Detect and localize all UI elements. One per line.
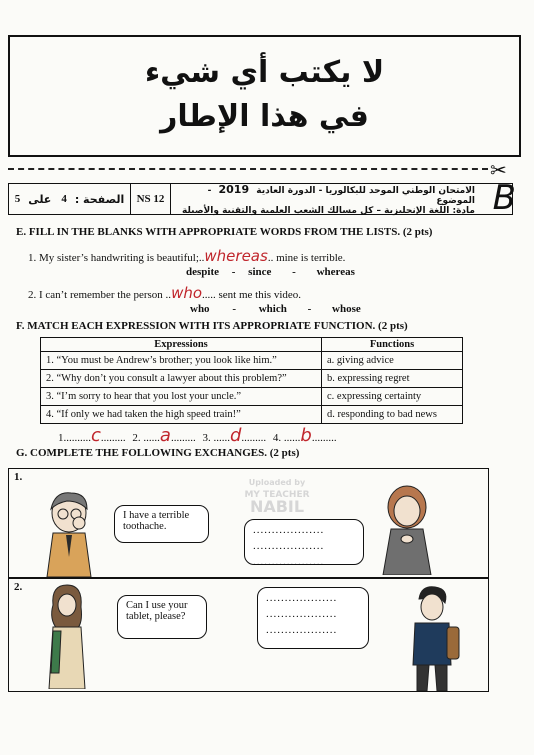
exchange-2-reply-bubble [257, 587, 369, 649]
q1-option-3: whereas [316, 266, 355, 278]
of-word: على [28, 192, 52, 206]
expression-cell: 2. “Why don’t you consult a lawyer about this problem?” [41, 370, 322, 388]
section-e-q1 [28, 247, 345, 265]
woman-listening-figure [377, 479, 437, 575]
option-dash: - [292, 266, 296, 278]
q1-options [186, 266, 355, 278]
exam-title-line2: مادة: اللغة الإنجليزية – كل مسالك الشعب العلمية والتقنية والأصيلة [182, 205, 475, 216]
answer-4: 4. ......b......... [272, 425, 337, 446]
q2-text-after: ..... sent me this video. [202, 289, 302, 301]
page-label: الصفحة : [74, 192, 125, 206]
watermark [237, 477, 317, 516]
woman-with-tablet-figure [41, 583, 91, 689]
expression-cell: 4. “If only we had taken the high speed train!” [41, 406, 322, 424]
answer-1-letter: c [91, 425, 101, 446]
cut-line [8, 168, 488, 170]
scissors-icon: ✂ [490, 158, 507, 182]
section-f-title: F. MATCH EACH EXPRESSION WITH ITS APPROPRIATE FUNCTION. (2 pts) [16, 320, 408, 332]
q2-option-1: who [190, 303, 210, 315]
exchange-2-speech-text: Can I use your tablet, please? [126, 600, 188, 622]
table-row [41, 352, 463, 370]
exam-title [171, 184, 481, 214]
exam-title-part-a: الامتحان الوطني الموحد للبكالوريا - الدورة العادية [256, 185, 475, 196]
answer-3-letter: d [229, 425, 242, 446]
reply-dotted-line: ................... [266, 624, 338, 636]
option-dash: - [231, 266, 236, 278]
expression-cell: 3. “I’m sorry to hear that you lost your uncle.” [41, 388, 322, 406]
q1-handwritten-answer: whereas [204, 247, 268, 265]
option-dash: - [307, 303, 312, 315]
function-cell: a. giving advice [322, 352, 463, 370]
q2-number: 2. [28, 289, 37, 301]
col-functions: Functions [322, 338, 463, 352]
exchange-1-speech-text: I have a terrible toothache. [123, 510, 190, 532]
exam-year: 2019 [218, 182, 250, 196]
no-write-frame [8, 35, 521, 157]
answer-2-letter: a [159, 425, 171, 446]
q1-number: 1. [28, 252, 37, 264]
exchange-1-panel [8, 468, 489, 578]
matching-answers [58, 425, 478, 446]
option-dash: - [232, 303, 236, 315]
col-expressions: Expressions [41, 338, 322, 352]
matching-table [40, 337, 463, 424]
reply-dotted-line: ................... [253, 556, 325, 568]
exam-title-part-b: - الموضوع [207, 185, 475, 206]
man-with-backpack-figure [401, 585, 463, 691]
answer-3-number: 3. [202, 432, 211, 444]
exchange-2-panel [8, 578, 489, 692]
exchange-1-reply-bubble [244, 519, 364, 568]
reply-dotted-line: ................... [253, 524, 325, 536]
table-row [41, 406, 463, 424]
answer-4-letter: b [300, 425, 312, 446]
function-cell: d. responding to bad news [322, 406, 463, 424]
answer-3: 3. ......d......... [202, 425, 267, 446]
page-number: 4 [61, 193, 67, 205]
answer-2-number: 2. [132, 432, 141, 444]
section-g-title: G. COMPLETE THE FOLLOWING EXCHANGES. (2 pts) [16, 447, 300, 459]
frame-text-line2: في هذا الإطار [160, 99, 369, 134]
function-cell: c. expressing certainty [322, 388, 463, 406]
exchange-1-speech-bubble [114, 505, 209, 543]
watermark-line2: MY TEACHER [244, 490, 310, 500]
q2-option-2: which [258, 303, 287, 315]
section-e-q2 [28, 284, 301, 302]
exchange-2-number: 2. [14, 581, 23, 593]
reply-dotted-line: ................... [266, 592, 338, 604]
version-letter: B [492, 178, 516, 218]
exam-header [8, 178, 516, 218]
exam-code: NS 12 [131, 184, 171, 214]
answer-4-number: 4. [272, 432, 282, 444]
function-cell: b. expressing regret [322, 370, 463, 388]
q1-option-2: since [248, 266, 272, 278]
answer-1: 1..........c......... [58, 425, 126, 446]
man-toothache-figure [39, 487, 99, 577]
q2-text-before: I can’t remember the person .. [39, 289, 172, 301]
exam-title-line1 [171, 183, 475, 206]
q1-text-before: My sister’s handwriting is beautiful;.. [39, 252, 205, 264]
watermark-line1: Uploaded by [248, 478, 306, 487]
q2-options [190, 303, 361, 315]
q2-option-3: whose [332, 303, 361, 315]
watermark-line3: NABIL [249, 497, 305, 516]
reply-dotted-line: ................... [266, 608, 338, 620]
page-indicator [9, 184, 131, 214]
matching-table-header [41, 338, 463, 352]
q2-handwritten-answer: who [171, 284, 203, 302]
frame-text-line1: لا يكتب أي شيء [144, 55, 385, 90]
answer-1-number: 1. [58, 432, 67, 444]
table-row [41, 370, 463, 388]
section-e-title: E. FILL IN THE BLANKS WITH APPROPRIATE WORDS FROM THE LISTS. (2 pts) [16, 226, 433, 238]
q1-option-1: despite [186, 266, 219, 278]
table-row [41, 388, 463, 406]
exchange-2-speech-bubble [117, 595, 207, 639]
expression-cell: 1. “You must be Andrew’s brother; you look like him.” [41, 352, 322, 370]
exchange-1-number: 1. [14, 471, 23, 483]
answer-2: 2. ......a......... [132, 425, 196, 446]
q1-text-after: .. mine is terrible. [267, 252, 346, 264]
total-pages: 5 [14, 193, 21, 205]
reply-dotted-line: ................... [253, 540, 325, 552]
